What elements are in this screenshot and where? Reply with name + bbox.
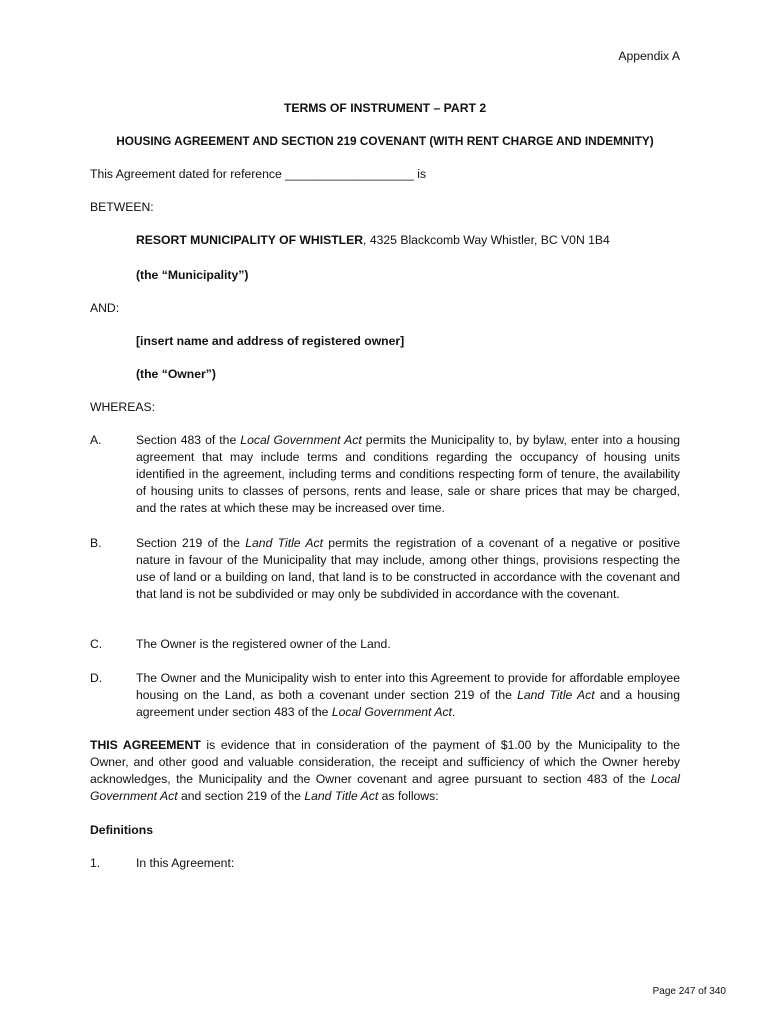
recital-a — [136, 432, 680, 517]
and-label: AND: — [90, 301, 120, 315]
recital-d-letter: D. — [90, 671, 103, 685]
agreement-text2: and section 219 of the — [177, 789, 305, 803]
recital-c: The Owner is the registered owner of the Land. — [136, 637, 391, 651]
agreement-act1: Local Government Act — [90, 772, 680, 803]
recital-a-pre: Section 483 of the — [136, 433, 241, 447]
between-label: BETWEEN: — [90, 200, 154, 214]
recital-a-act: Local Government Act — [240, 433, 362, 447]
recital-a-post: permits the Municipality to, by bylaw, enter into a housing agreement that may include terms and conditions regarding the occupancy of housing units identified in the agreement, including terms and conditions respecting form of tenure, the availability of housing units to classes of persons, rents and lease, sale or share prices that may be charged, and the rates at which these may be increased over time. — [136, 433, 681, 515]
intro-line: This Agreement dated for reference ___________________ is — [90, 167, 427, 181]
recital-b-pre: Section 219 of the — [136, 536, 246, 550]
recital-b-post: permits the registration of a covenant of a negative or positive nature in favour of the Municipality that may include, among other things, provisions respecting the use of land or a building on land, that land is to be constructed in accordance with the covenant and that land is not be subdivided or may only be subdivided in accordance with the covenant. — [136, 536, 680, 601]
agreement-act2: Land Title Act — [304, 789, 379, 803]
recital-d — [136, 670, 680, 721]
recital-b-act: Land Title Act — [245, 536, 324, 550]
recital-a-letter: A. — [90, 433, 102, 447]
definitions-heading: Definitions — [90, 823, 153, 837]
page-number: Page 247 of 340 — [652, 986, 726, 997]
recital-d-act2: Local Government Act — [331, 705, 452, 719]
municipality-definition: (the “Municipality”) — [136, 268, 249, 282]
recital-d-post: . — [451, 705, 456, 719]
definition-number: 1. — [90, 856, 101, 870]
document-title: TERMS OF INSTRUMENT – PART 2 — [283, 101, 487, 115]
appendix-label: Appendix A — [618, 49, 680, 63]
document-subtitle: HOUSING AGREEMENT AND SECTION 219 COVENANT (WITH RENT CHARGE AND INDEMNITY) — [116, 134, 654, 148]
recital-b — [136, 535, 680, 603]
recital-d-pre: The Owner and the Municipality wish to enter into this Agreement to provide for affordable employee housing on the Land, as both a covenant under section 219 of the — [136, 671, 680, 702]
definition-text: In this Agreement: — [136, 856, 235, 870]
owner-placeholder: [insert name and address of registered owner] — [136, 334, 405, 348]
recital-d-mid: and a housing agreement under section 483 of the — [136, 688, 680, 719]
municipality-party — [136, 232, 610, 249]
recital-d-act1: Land Title Act — [517, 688, 595, 702]
agreement-lead: THIS AGREEMENT — [90, 738, 201, 752]
agreement-text1: is evidence that in consideration of the payment of $1.00 by the Municipality to the Owner, and other good and valuable consideration, the receipt and sufficiency of which the Owner hereby acknowledges, the Municipality and the Owner covenant and agree pursuant to section 483 of the — [90, 738, 680, 786]
agreement-text3: as follows: — [378, 789, 439, 803]
agreement-paragraph — [90, 737, 680, 805]
whereas-label: WHEREAS: — [90, 400, 156, 414]
municipality-name: RESORT MUNICIPALITY OF WHISTLER — [136, 233, 364, 247]
recital-c-letter: C. — [90, 637, 103, 651]
recital-b-letter: B. — [90, 536, 102, 550]
owner-definition: (the “Owner”) — [136, 367, 216, 381]
municipality-address: , 4325 Blackcomb Way Whistler, BC V0N 1B4 — [363, 233, 610, 247]
